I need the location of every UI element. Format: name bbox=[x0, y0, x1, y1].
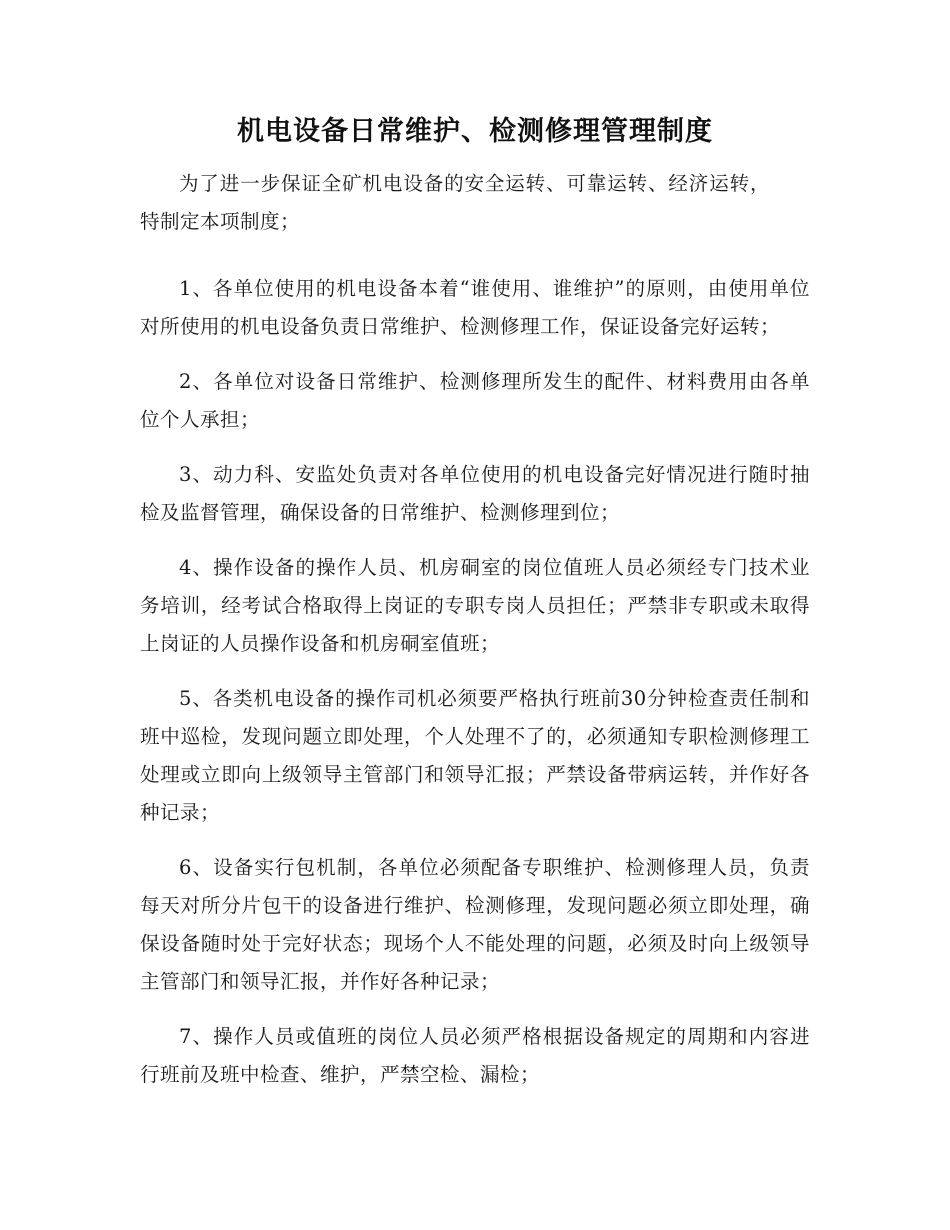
rule-item-2: 2、各单位对设备日常维护、检测修理所发生的配件、材料费用由各单位个人承担； bbox=[140, 370, 810, 431]
rule-item-3: 3、动力科、安监处负责对各单位使用的机电设备完好情况进行随时抽检及监督管理，确保设备的日常维护、检测修理到位； bbox=[140, 463, 810, 524]
rule-item-7: 7、操作人员或值班的岗位人员必须严格根据设备规定的周期和内容进行班前及班中检查、维护，严禁空检、漏检； bbox=[140, 1025, 810, 1086]
rule-item-1: 1、各单位使用的机电设备本着“谁使用、谁维护”的原则，由使用单位对所使用的机电设备负责日常维护、检测修理工作，保证设备完好运转； bbox=[140, 277, 810, 338]
rule-item-5: 5、各类机电设备的操作司机必须要严格执行班前30分钟检查责任制和班中巡检，发现问题立即处理，个人处理不了的，必须通知专职检测修理工处理或立即向上级领导主管部门和领导汇报；严禁设备带病运转，并作好各种记录； bbox=[140, 687, 810, 824]
intro-paragraph: 为了进一步保证全矿机电设备的安全运转、可靠运转、经济运转，特制定本项制度； bbox=[140, 172, 770, 233]
document-title: 机电设备日常维护、检测修理管理制度 bbox=[237, 116, 713, 147]
rule-item-4: 4、操作设备的操作人员、机房硐室的岗位值班人员必须经专门技术业务培训，经考试合格取得上岗证的专职专岗人员担任；严禁非专职或未取得上岗证的人员操作设备和机房硐室值班； bbox=[140, 556, 810, 655]
document-body bbox=[140, 165, 810, 1111]
rule-item-6: 6、设备实行包机制，各单位必须配备专职维护、检测修理人员，负责每天对所分片包干的设备进行维护、检测修理，发现问题必须立即处理，确保设备随时处于完好状态；现场个人不能处理的问题，必须及时向上级领导主管部门和领导汇报，并作好各种记录； bbox=[140, 856, 810, 993]
